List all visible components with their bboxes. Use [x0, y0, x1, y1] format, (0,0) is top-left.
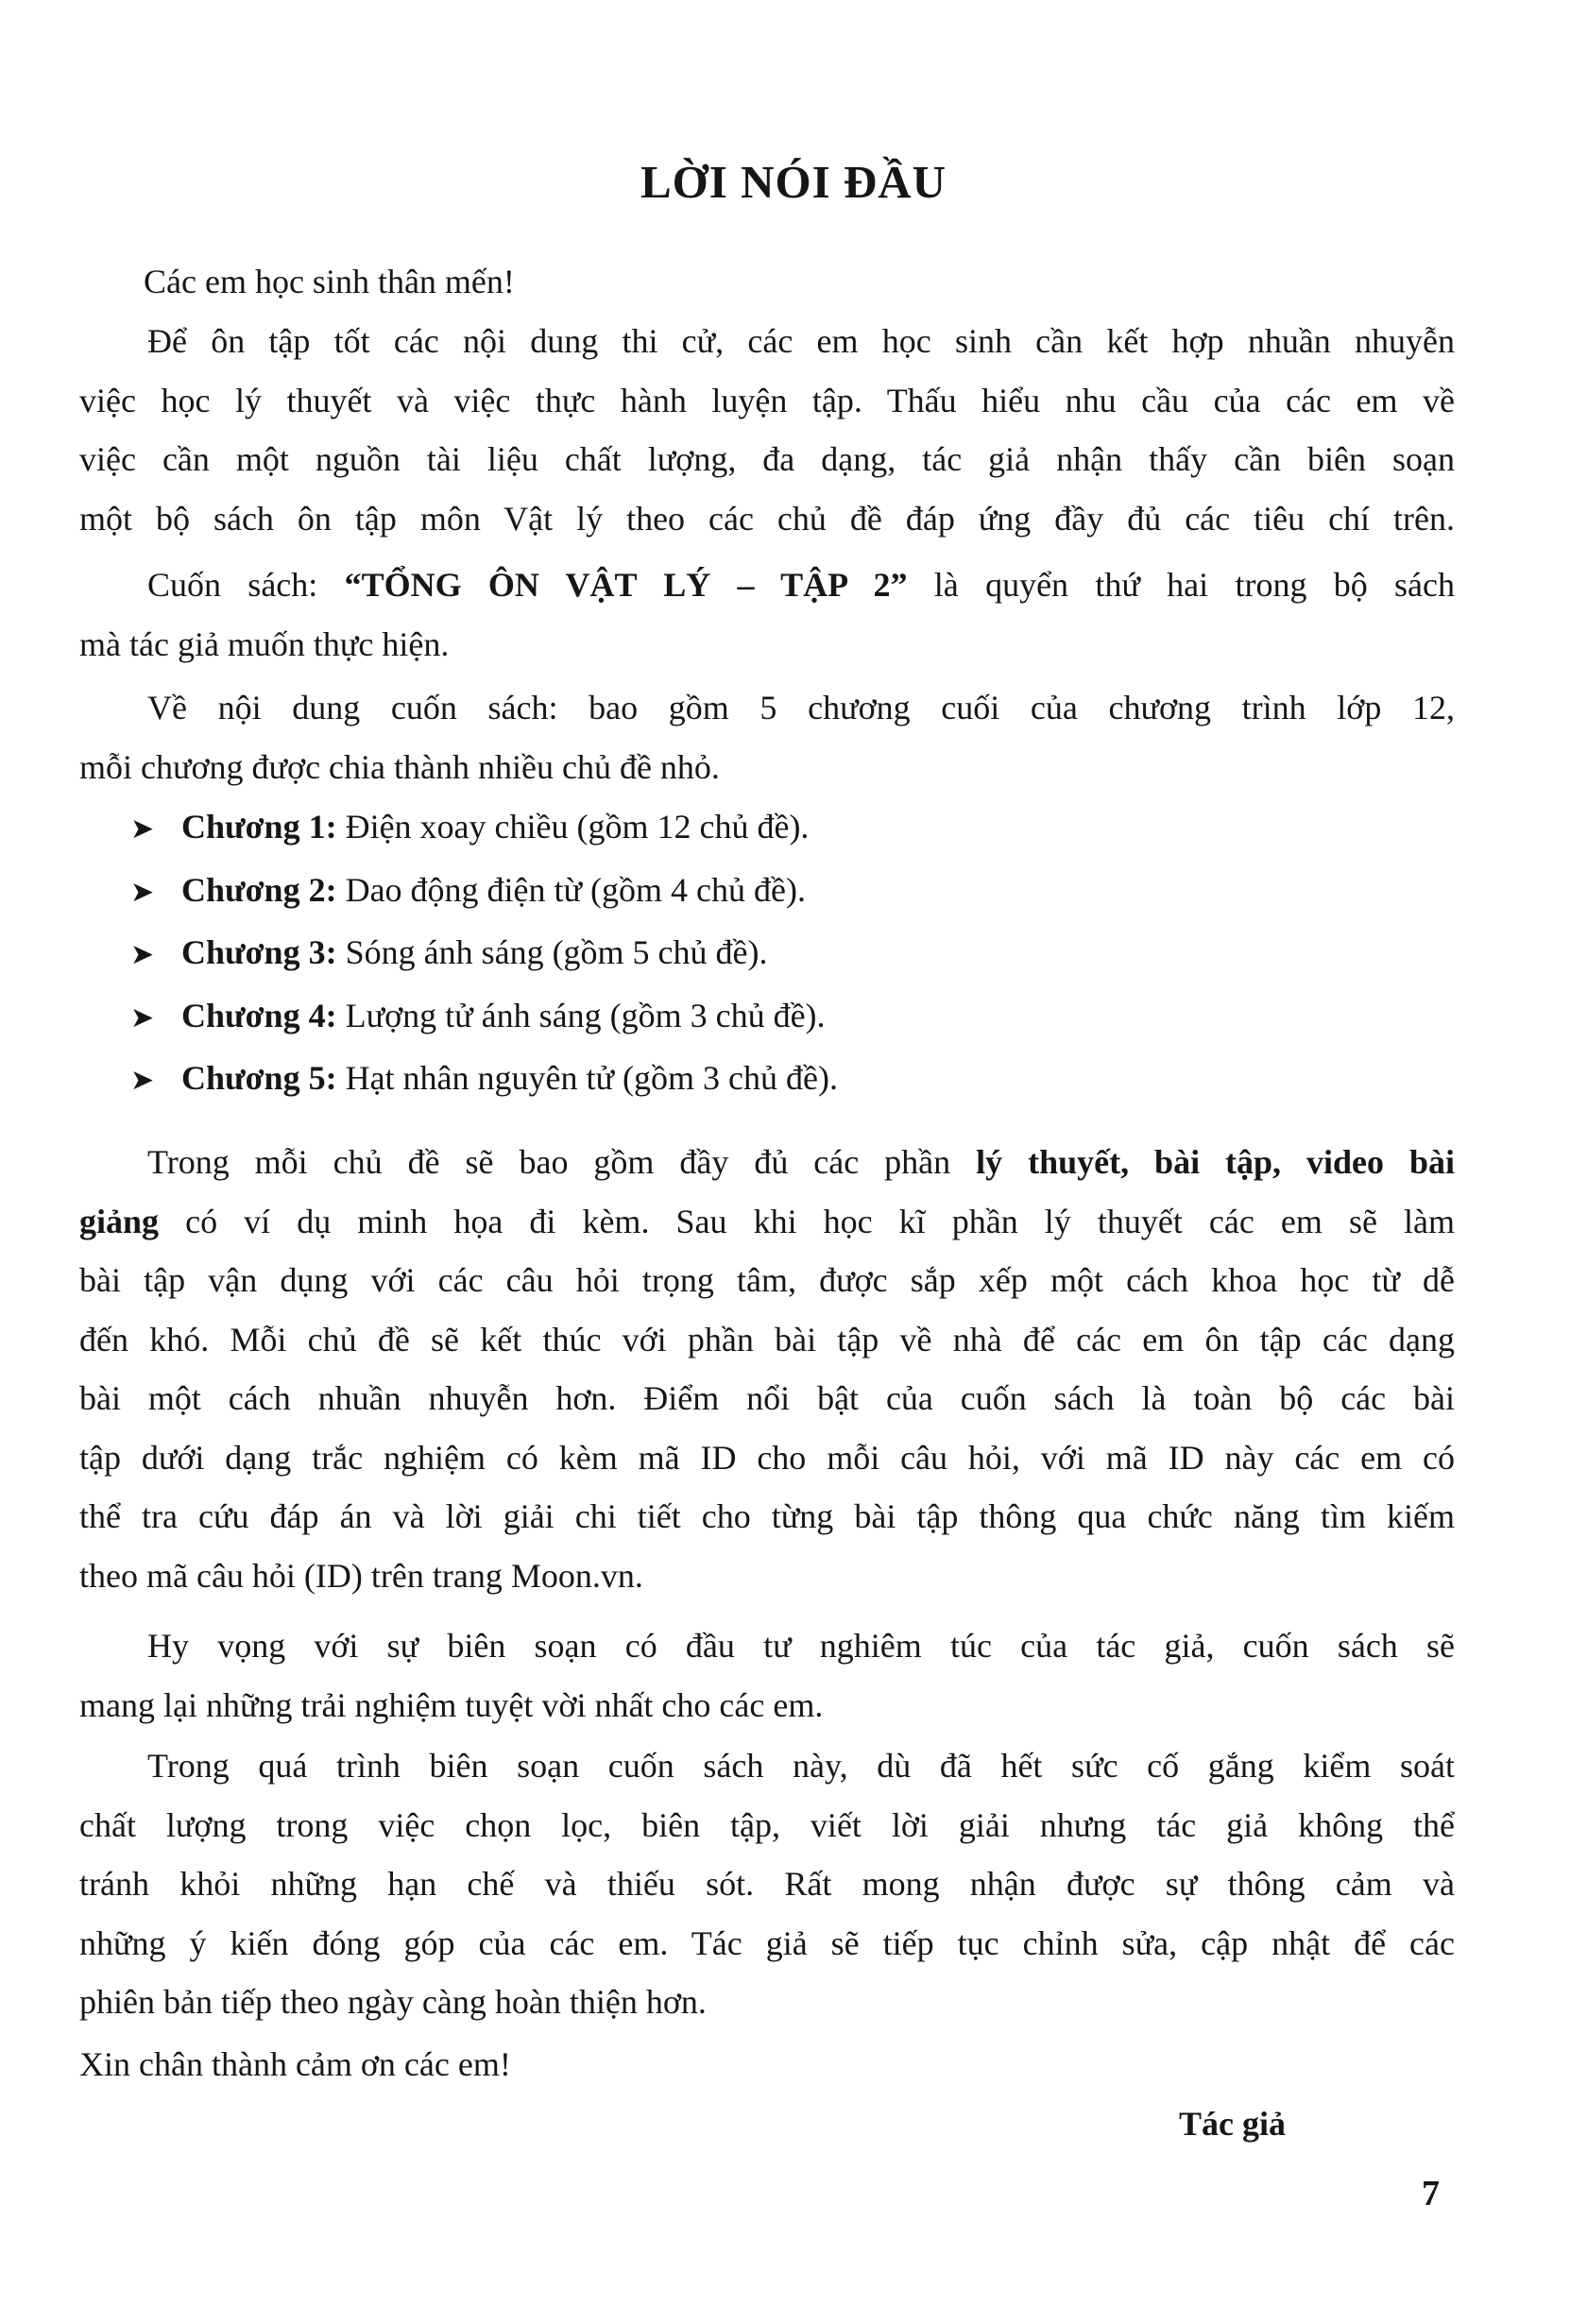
arrow-bullet-icon: ➤: [130, 813, 155, 845]
chapter-item: ➤ Chương 2: Dao động điện từ (gồm 4 chủ đề).: [130, 859, 838, 922]
closing-line: Xin chân thành cảm ơn các em!: [79, 2045, 511, 2083]
text-line: việc học lý thuyết và việc thực hành luyện tập. Thấu hiểu nhu cầu của các em về: [79, 381, 1455, 419]
greeting-line: Các em học sinh thân mến!: [144, 263, 515, 300]
text-line: Về nội dung cuốn sách: bao gồm 5 chương cuối của chương trình lớp 12,: [147, 689, 1455, 726]
text-line: thể tra cứu đáp án và lời giải chi tiết cho từng bài tập thông qua chức năng tìm kiếm: [79, 1497, 1455, 1535]
apology-paragraph: [79, 1736, 1455, 2032]
arrow-bullet-icon: ➤: [130, 939, 155, 970]
closing: [79, 2035, 1455, 2094]
chapter-list: [130, 795, 838, 1110]
text-line: mang lại những trải nghiệm tuyệt vời nhất cho các em.: [79, 1685, 824, 1724]
text-line: Để ôn tập tốt các nội dung thi cử, các em học sinh cần kết hợp nhuần nhuyễn: [147, 322, 1455, 360]
text-line: theo mã câu hỏi (ID) trên trang Moon.vn.: [79, 1556, 643, 1595]
author-signature: Tác giả: [1179, 2105, 1286, 2143]
text-line: Trong mỗi chủ đề sẽ bao gồm đầy đủ các phần lý thuyết, bài tập, video bài: [147, 1143, 1455, 1181]
text-line: một bộ sách ôn tập môn Vật lý theo các chủ đề đáp ứng đầy đủ các tiêu chí trên.: [79, 499, 1455, 538]
text-line: phiên bản tiếp theo ngày càng hoàn thiện hơn.: [79, 1983, 707, 2021]
chapter-item: ➤ Chương 5: Hạt nhân nguyên tử (gồm 3 chủ đề).: [130, 1047, 838, 1110]
text-line: mỗi chương được chia thành nhiều chủ đề nhỏ.: [79, 747, 720, 786]
text-line: tránh khỏi những hạn chế và thiếu sót. Rất mong nhận được sự thông cảm và: [79, 1865, 1455, 1903]
arrow-bullet-icon: ➤: [130, 1001, 155, 1034]
intro-paragraph: [79, 312, 1455, 548]
greeting: [79, 252, 1455, 312]
text-line: những ý kiến đóng góp của các em. Tác giả sẽ tiếp tục chỉnh sửa, cập nhật để các: [79, 1923, 1455, 1962]
page-number: 7: [1422, 2174, 1440, 2213]
text-line: tập dưới dạng trắc nghiệm có kèm mã ID cho mỗi câu hỏi, với mã ID này các em có: [79, 1438, 1455, 1477]
text-line: mà tác giả muốn thực hiện.: [79, 624, 450, 663]
topics-paragraph: [79, 1133, 1455, 1605]
chapter-item: ➤ Chương 4: Lượng tử ánh sáng (gồm 3 chủ đề).: [130, 984, 838, 1048]
text-line: chất lượng trong việc chọn lọc, biên tập, viết lời giải nhưng tác giả không thể: [79, 1805, 1455, 1844]
page-title: LỜI NÓI ĐẦU: [640, 156, 947, 208]
content-paragraph: [79, 678, 1455, 796]
book-title-paragraph: [79, 555, 1455, 674]
text-line: Cuốn sách: “TỔNG ÔN VẬT LÝ – TẬP 2” là quyển thứ hai trong bộ sách: [147, 566, 1456, 604]
chapter-item: ➤ Chương 1: Điện xoay chiều (gồm 12 chủ đề).: [130, 795, 838, 859]
text-line: Hy vọng với sự biên soạn có đầu tư nghiêm túc của tác giả, cuốn sách sẽ: [147, 1627, 1455, 1665]
text-line: bài tập vận dụng với các câu hỏi trọng tâm, được sắp xếp một cách khoa học từ dễ: [79, 1261, 1455, 1299]
arrow-bullet-icon: ➤: [130, 876, 155, 908]
hope-paragraph: [79, 1616, 1455, 1734]
chapter-item: ➤ Chương 3: Sóng ánh sáng (gồm 5 chủ đề).: [130, 921, 838, 984]
book-title: “TỔNG ÔN VẬT LÝ – TẬP 2”: [344, 566, 908, 604]
text-line: bài một cách nhuần nhuyễn hơn. Điểm nổi bật của cuốn sách là toàn bộ các bài: [79, 1379, 1455, 1417]
text-line: đến khó. Mỗi chủ đề sẽ kết thúc với phần bài tập về nhà để các em ôn tập các dạng: [79, 1320, 1455, 1359]
text-line: Trong quá trình biên soạn cuốn sách này, dù đã hết sức cố gắng kiểm soát: [147, 1747, 1455, 1785]
text-line: việc cần một nguồn tài liệu chất lượng, đa dạng, tác giả nhận thấy cần biên soạn: [79, 440, 1455, 478]
arrow-bullet-icon: ➤: [130, 1065, 155, 1096]
text-line: giảng có ví dụ minh họa đi kèm. Sau khi học kĩ phần lý thuyết các em sẽ làm: [79, 1202, 1455, 1240]
